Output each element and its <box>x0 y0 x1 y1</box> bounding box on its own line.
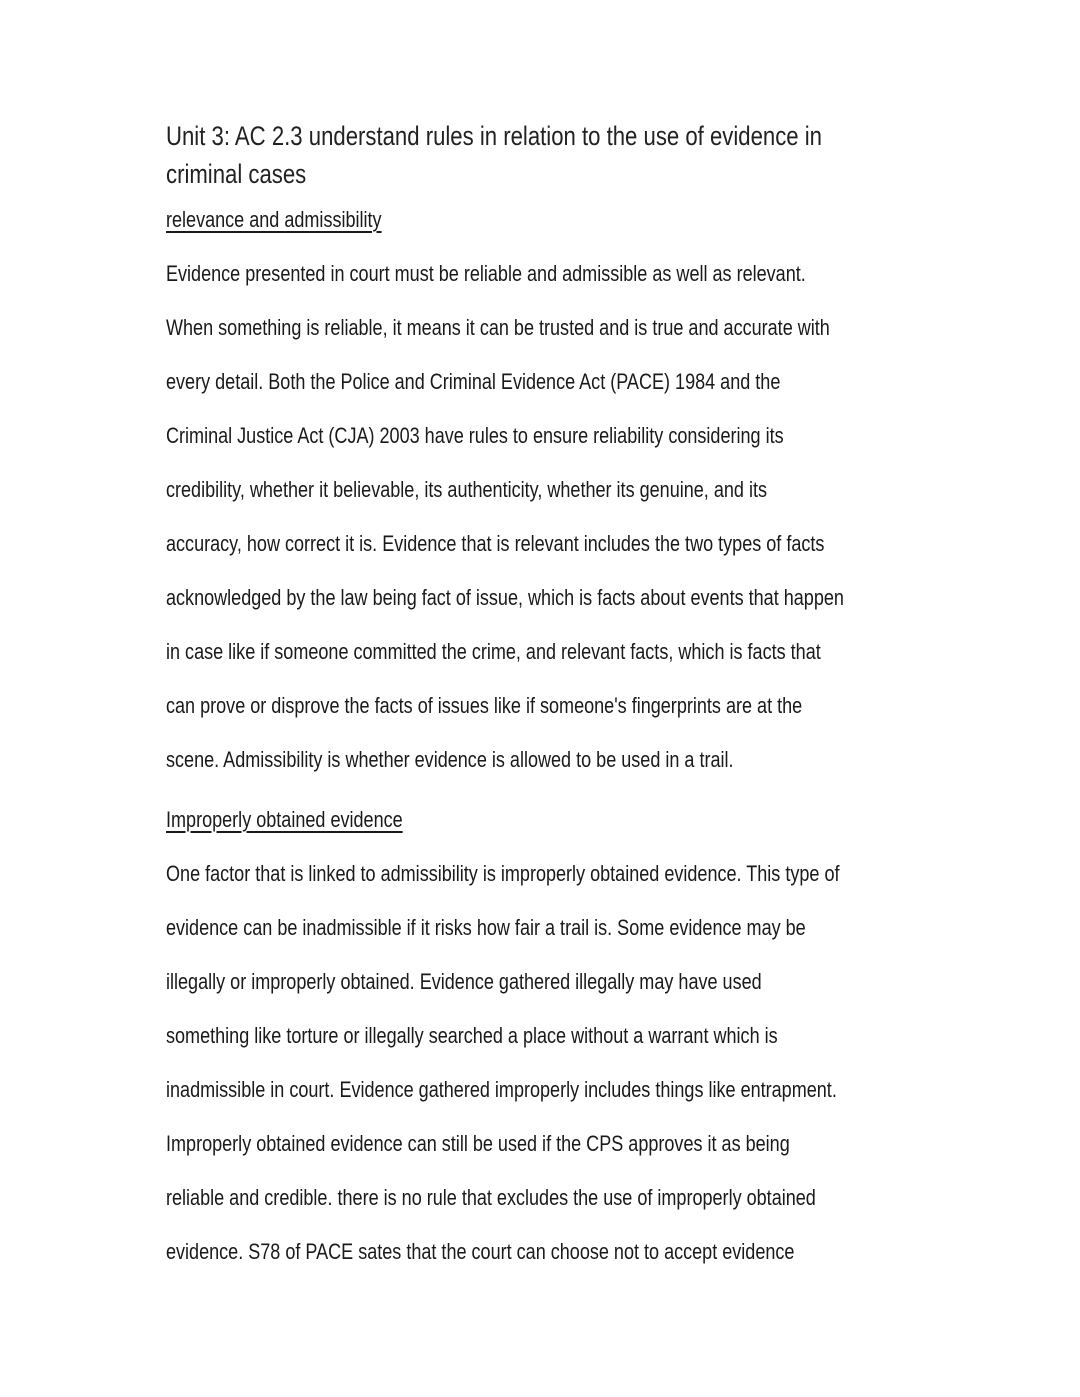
body-line: evidence can be inadmissible if it risks how fair a trail is. Some evidence may be <box>166 915 806 940</box>
body-line: One factor that is linked to admissibility is improperly obtained evidence. This type of <box>166 861 840 886</box>
body-line: every detail. Both the Police and Criminal Evidence Act (PACE) 1984 and the <box>166 369 781 394</box>
body-line: illegally or improperly obtained. Evidence gathered illegally may have used <box>166 969 762 994</box>
body-line: inadmissible in court. Evidence gathered improperly includes things like entrapment. <box>166 1077 837 1102</box>
body-line: credibility, whether it believable, its authenticity, whether its genuine, and its <box>166 477 767 502</box>
body-line: Criminal Justice Act (CJA) 2003 have rules to ensure reliability considering its <box>166 423 784 448</box>
section-heading-improperly-obtained-evidence: Improperly obtained evidence <box>166 807 403 832</box>
body-line: can prove or disprove the facts of issues like if someone's fingerprints are at the <box>166 693 803 718</box>
document-content <box>166 117 920 1279</box>
document-title <box>166 117 920 193</box>
body-line: acknowledged by the law being fact of issue, which is facts about events that happen <box>166 585 844 610</box>
body-line: scene. Admissibility is whether evidence is allowed to be used in a trail. <box>166 747 734 772</box>
body-line: in case like if someone committed the crime, and relevant facts, which is facts that <box>166 639 821 664</box>
section-heading-relevance-and-admissibility: relevance and admissibility <box>166 207 382 232</box>
title-line-1: Unit 3: AC 2.3 understand rules in relation to the use of evidence in <box>166 121 822 151</box>
body-line: Improperly obtained evidence can still be used if the CPS approves it as being <box>166 1131 790 1156</box>
body-line: accuracy, how correct it is. Evidence that is relevant includes the two types of facts <box>166 531 825 556</box>
body-line: Evidence presented in court must be reliable and admissible as well as relevant. <box>166 261 806 286</box>
body-line: evidence. S78 of PACE sates that the court can choose not to accept evidence <box>166 1239 795 1264</box>
body-line: reliable and credible. there is no rule that excludes the use of improperly obtained <box>166 1185 816 1210</box>
body-line: something like torture or illegally searched a place without a warrant which is <box>166 1023 778 1048</box>
title-line-2: criminal cases <box>166 159 307 189</box>
body-line: When something is reliable, it means it can be trusted and is true and accurate with <box>166 315 830 340</box>
